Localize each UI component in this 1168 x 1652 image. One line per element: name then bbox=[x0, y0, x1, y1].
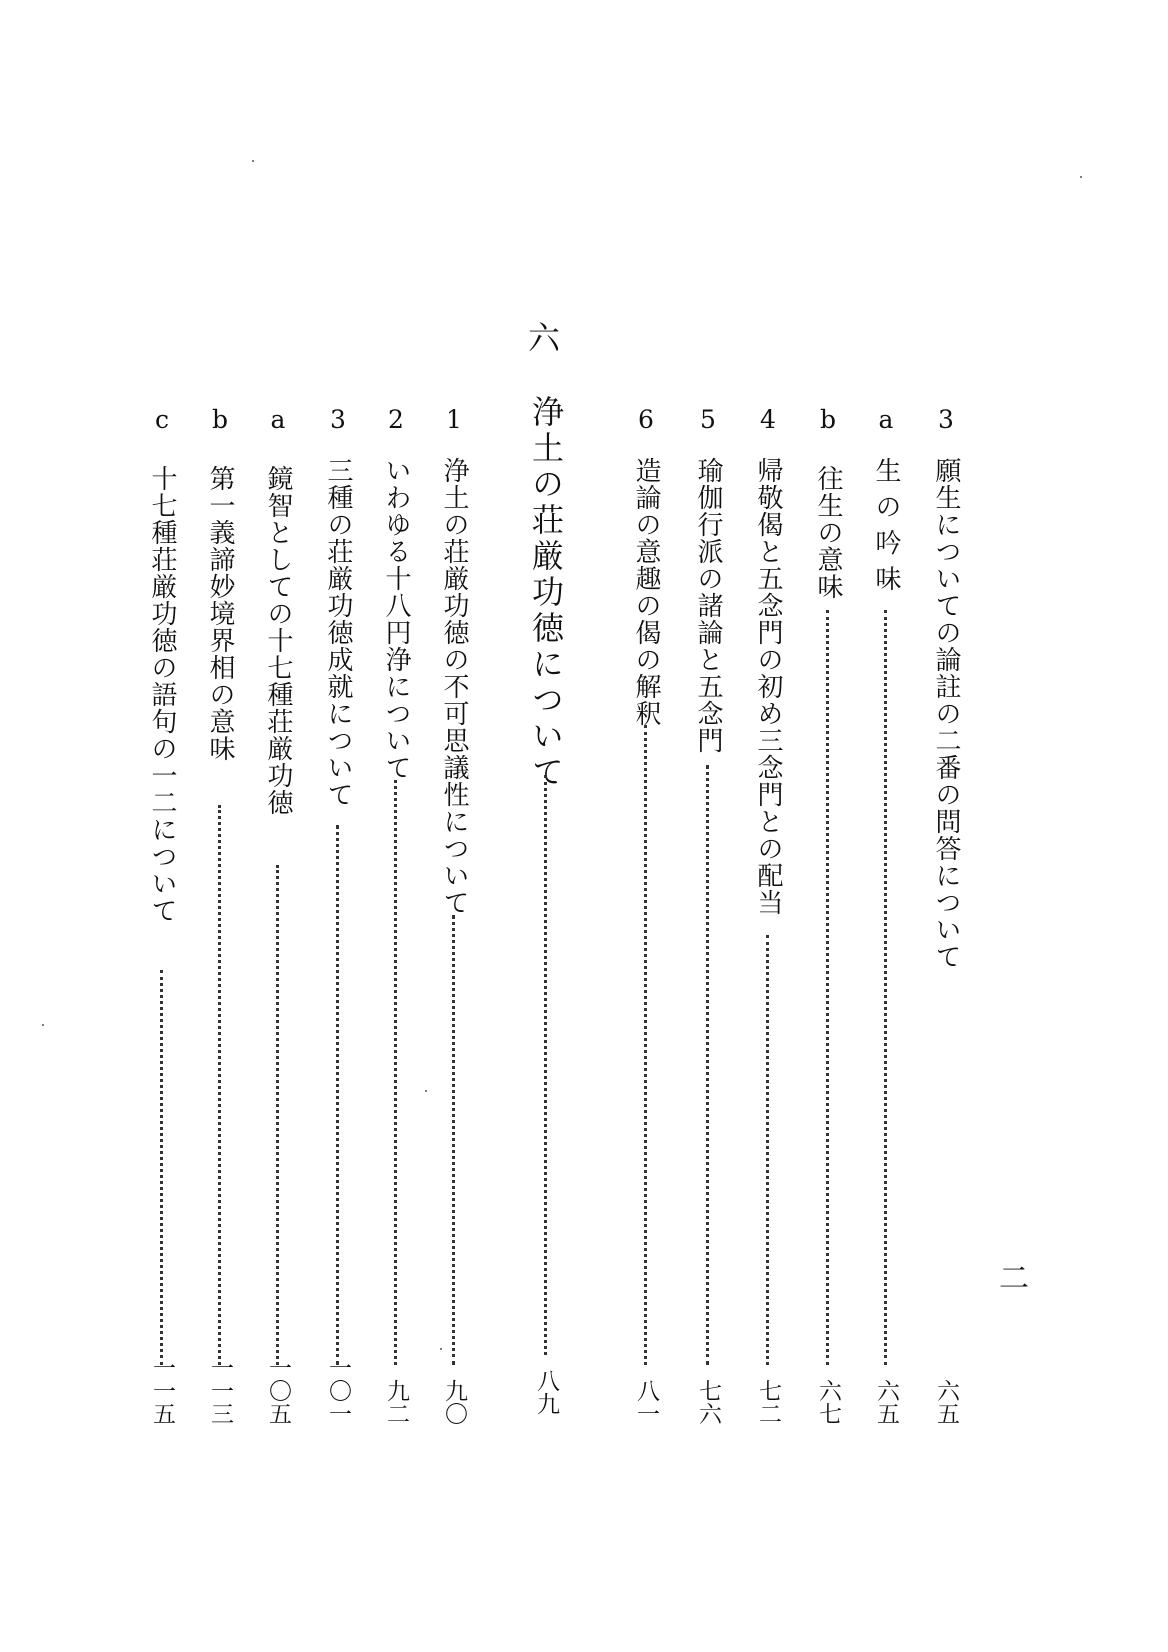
entry-marker: 5 bbox=[700, 405, 716, 434]
scan-speck bbox=[425, 1090, 427, 1092]
scan-speck bbox=[1080, 176, 1082, 178]
toc-entry[interactable] bbox=[374, 405, 418, 1425]
toc-entry[interactable] bbox=[686, 405, 730, 1425]
dot-leader bbox=[644, 725, 647, 1365]
toc-entry[interactable] bbox=[198, 405, 242, 1425]
toc-entry[interactable] bbox=[746, 405, 790, 1425]
toc-entry[interactable] bbox=[924, 405, 968, 1425]
entry-marker: a bbox=[270, 405, 286, 434]
entry-marker: c bbox=[154, 405, 169, 434]
entry-title: 三種の荘厳功徳成就について bbox=[323, 457, 353, 808]
entry-marker: 2 bbox=[388, 405, 404, 434]
entry-marker: 6 bbox=[638, 405, 654, 434]
scan-speck bbox=[42, 1024, 44, 1026]
dot-leader bbox=[706, 765, 709, 1365]
dot-leader bbox=[276, 865, 279, 1365]
chapter-number: 六 bbox=[527, 319, 560, 357]
entry-title: 浄土の荘厳功徳の不可思議性について bbox=[439, 457, 469, 916]
entry-page-number: 七二 bbox=[755, 1379, 781, 1425]
entry-title: 瑜伽行派の諸論と五念門 bbox=[693, 457, 723, 754]
dot-leader bbox=[218, 805, 221, 1365]
dot-leader bbox=[544, 775, 547, 1355]
entry-title: 十七種荘厳功徳の語句の一二について bbox=[147, 465, 177, 924]
entry-marker: b bbox=[819, 405, 836, 434]
entry-page-number: 一一三 bbox=[207, 1356, 233, 1425]
toc-chapter-entry[interactable] bbox=[524, 395, 568, 1415]
dot-leader bbox=[452, 915, 455, 1365]
dot-leader bbox=[160, 970, 163, 1365]
page-folio: 二 bbox=[993, 1262, 1028, 1292]
entry-title: 帰敬偈と五念門の初め三念門との配当 bbox=[753, 457, 783, 916]
entry-page-number: 一〇一 bbox=[325, 1356, 351, 1425]
toc-entry[interactable] bbox=[256, 405, 300, 1425]
entry-title: 願生についての論註の二番の問答について bbox=[931, 457, 961, 970]
dot-leader bbox=[826, 610, 829, 1365]
toc-entry[interactable] bbox=[806, 405, 850, 1425]
entry-page-number: 八九 bbox=[533, 1369, 559, 1415]
entry-page-number: 七六 bbox=[695, 1379, 721, 1425]
toc-entry[interactable] bbox=[864, 405, 908, 1425]
dot-leader bbox=[336, 825, 339, 1365]
chapter-title: 浄土の荘厳功徳について bbox=[527, 395, 565, 791]
entry-page-number: 六五 bbox=[873, 1379, 899, 1425]
scan-speck bbox=[440, 1348, 442, 1350]
entry-marker: 3 bbox=[938, 405, 954, 434]
dot-leader bbox=[394, 780, 397, 1365]
entry-title: 造論の意趣の偈の解釈 bbox=[631, 457, 661, 727]
entry-page-number: 六七 bbox=[815, 1379, 841, 1425]
entry-page-number: 一〇五 bbox=[265, 1356, 291, 1425]
entry-marker: 1 bbox=[446, 405, 462, 434]
toc-entry[interactable] bbox=[140, 405, 184, 1425]
entry-page-number: 九二 bbox=[383, 1379, 409, 1425]
entry-marker: 4 bbox=[760, 405, 776, 434]
entry-marker: a bbox=[878, 405, 894, 434]
entry-title: 往生の意味 bbox=[813, 465, 843, 600]
entry-marker: b bbox=[211, 405, 228, 434]
toc-entry[interactable] bbox=[316, 405, 360, 1425]
entry-page-number: 一一五 bbox=[149, 1356, 175, 1425]
toc-entry[interactable] bbox=[432, 405, 476, 1425]
scan-speck bbox=[252, 160, 254, 162]
entry-title: 第一義諦妙境界相の意味 bbox=[205, 465, 235, 762]
dot-leader bbox=[884, 610, 887, 1365]
entry-title: 鏡智としての十七種荘厳功徳 bbox=[263, 465, 293, 816]
entry-page-number: 六五 bbox=[933, 1379, 959, 1425]
dot-leader bbox=[766, 935, 769, 1365]
entry-title: 生の吟味 bbox=[871, 457, 901, 601]
entry-title: いわゆる十八円浄について bbox=[381, 457, 411, 781]
entry-page-number: 九〇 bbox=[441, 1379, 467, 1425]
entry-marker: 3 bbox=[330, 405, 346, 434]
entry-page-number: 八一 bbox=[633, 1379, 659, 1425]
toc-entry[interactable] bbox=[624, 405, 668, 1425]
